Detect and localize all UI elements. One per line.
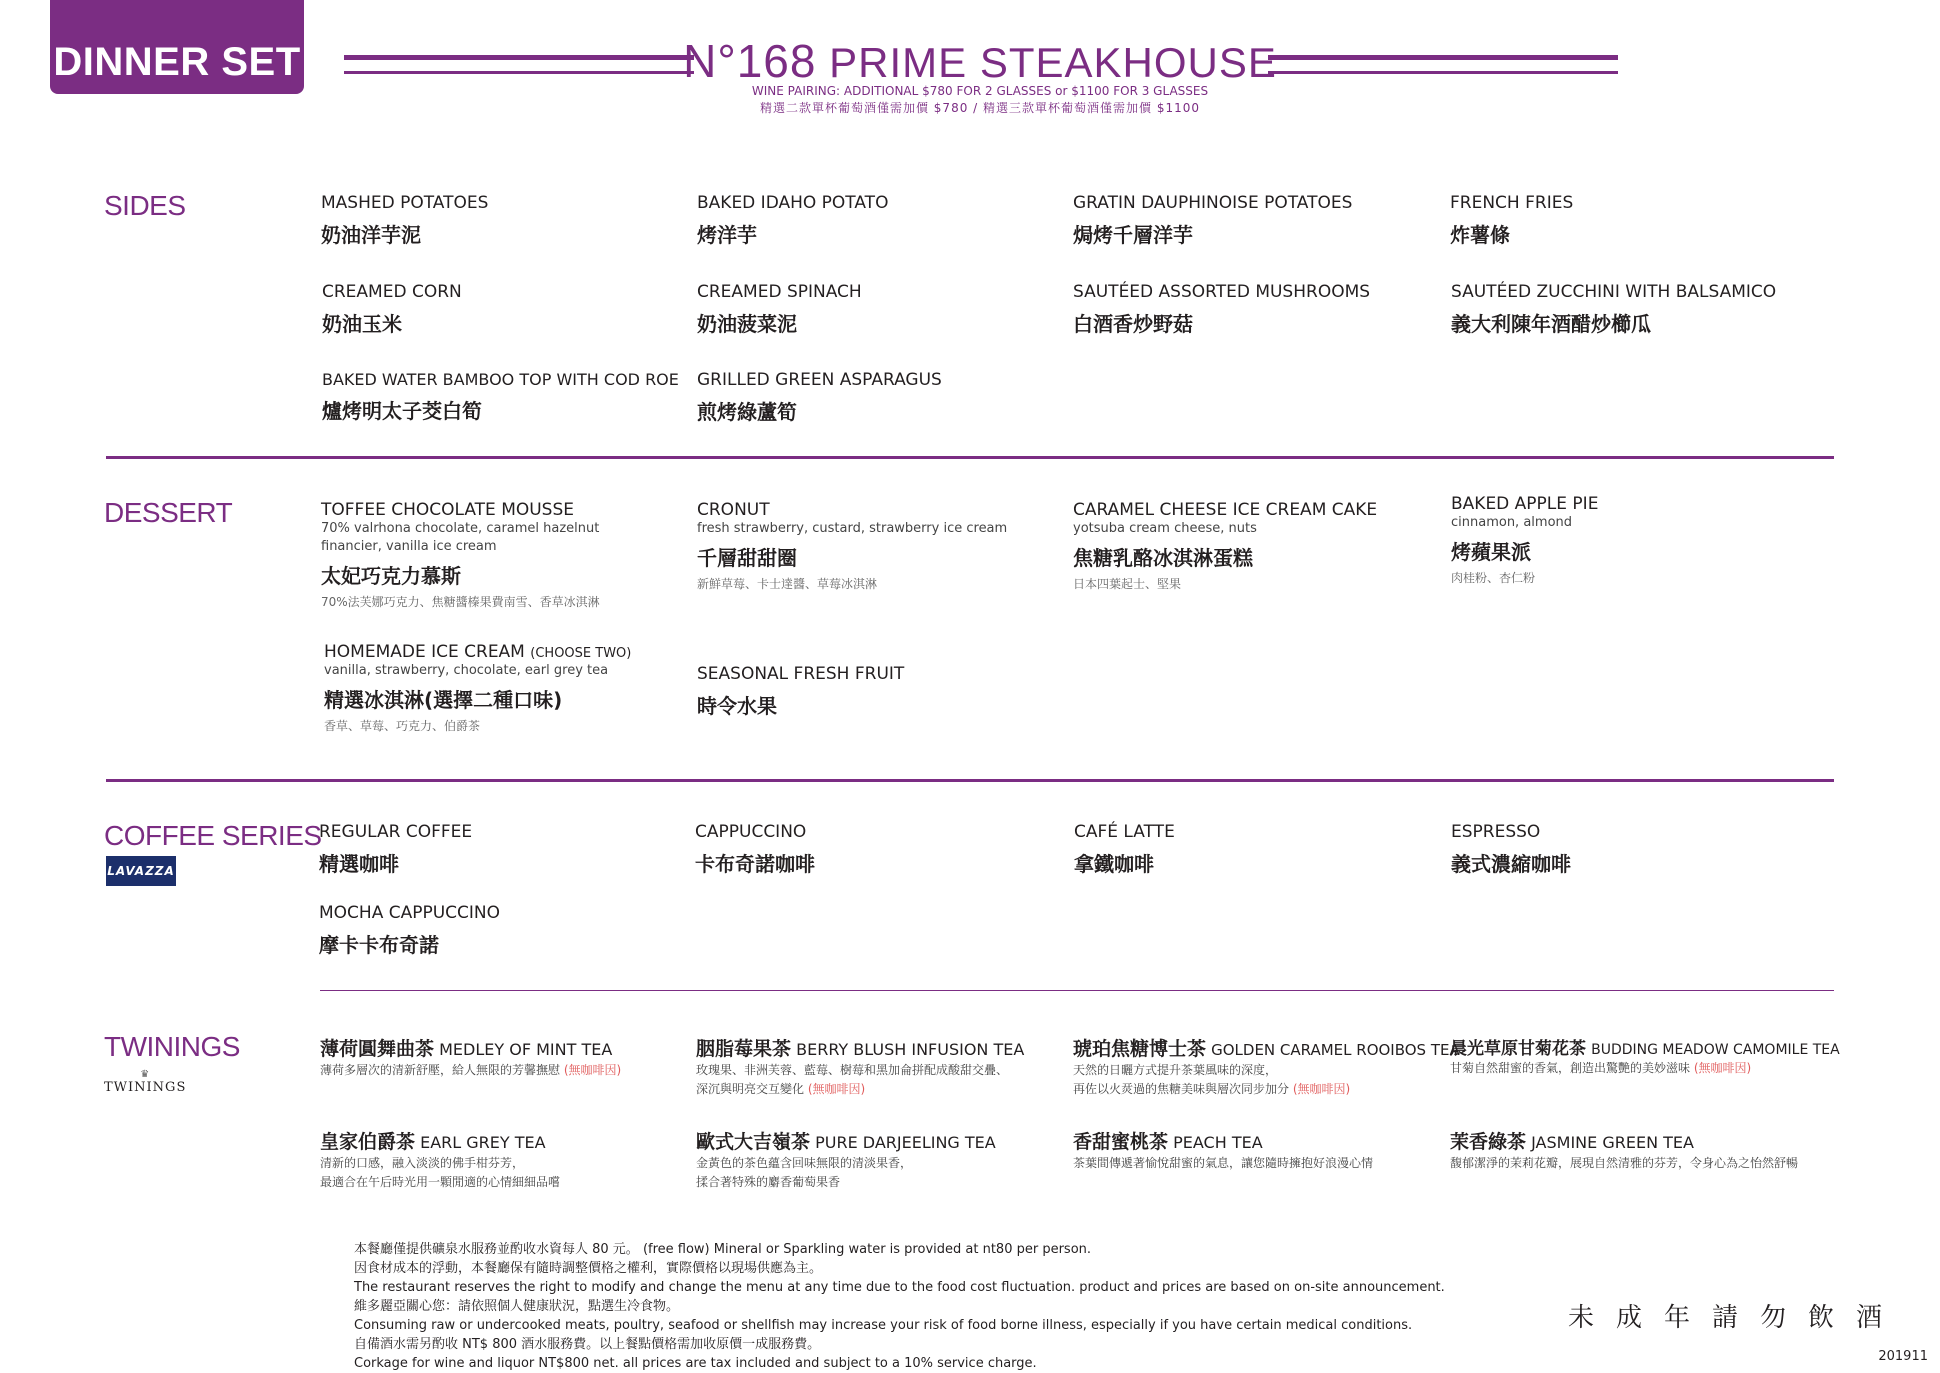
menu-item [697, 370, 942, 425]
item-description: vanilla, strawberry, chocolate, earl grey tea [324, 663, 609, 678]
tea-name-zh: 胭脂莓果茶 [696, 1038, 792, 1060]
menu-item [697, 500, 1007, 592]
item-name-zh: 烤蘋果派 [1451, 540, 1531, 564]
tea-description: 玫瑰果、非洲芙蓉、藍莓、樹莓和黑加侖拼配成酸甜交疊、 [696, 1063, 1009, 1077]
tea-description: 茶葉間傳遞著愉悅甜蜜的氣息，讓您隨時擁抱好浪漫心情 [1073, 1156, 1374, 1170]
item-name-en: BAKED APPLE PIE [1451, 494, 1599, 514]
underage-drinking-warning: 未成年請勿飲酒 [1567, 1303, 1904, 1333]
decaf-label: (無咖啡因) [1292, 1082, 1351, 1096]
menu-item [697, 193, 888, 248]
item-name-en: BAKED WATER BAMBOO TOP WITH COD ROE [322, 370, 679, 389]
menu-item [1451, 282, 1776, 337]
footer-note: The restaurant reserves the right to modify and change the menu at any time due to the food cost fluctuation. product and prices are based on on-site announcement. [354, 1280, 1445, 1295]
menu-version-code: 201911 [1878, 1349, 1928, 1364]
item-name-zh: 焗烤千層洋芋 [1073, 223, 1193, 247]
tea-item [320, 1034, 621, 1080]
menu-item [697, 664, 904, 719]
item-name-en: HOMEMADE ICE CREAM [324, 642, 525, 662]
wine-pairing-zh: 精選二款單杯葡萄酒僅需加價 $780 / 精選三款單杯葡萄酒僅需加價 $1100 [759, 101, 1201, 115]
crown-icon: ♛ [140, 1069, 151, 1080]
tea-name-zh: 薄荷圓舞曲茶 [320, 1038, 435, 1060]
item-name-en: REGULAR COFFEE [319, 822, 473, 842]
tea-name-zh: 晨光草原甘菊花茶 [1450, 1039, 1586, 1059]
menu-item [1074, 822, 1175, 877]
restaurant-title [520, 34, 1440, 88]
item-name-en: BAKED IDAHO POTATO [697, 193, 889, 213]
item-name-en: SEASONAL FRESH FRUIT [697, 664, 905, 684]
tea-item [696, 1034, 1024, 1099]
item-name-en: CAFÉ LATTE [1074, 822, 1175, 842]
tea-name-zh: 琥珀焦糖博士茶 [1073, 1038, 1207, 1060]
item-name-zh: 焦糖乳酪冰淇淋蛋糕 [1073, 546, 1253, 570]
item-description-zh: 日本四葉起士、堅果 [1073, 577, 1182, 591]
tea-description: 清新的口感，融入淡淡的佛手柑芬芳， [320, 1156, 525, 1170]
item-description-zh: 70%法芙娜巧克力、焦糖醬榛果費南雪、香草冰淇淋 [321, 595, 600, 609]
section-divider-thin [320, 990, 1834, 991]
menu-item [1450, 193, 1573, 248]
footer-note: Consuming raw or undercooked meats, poultry, seafood or shellfish may increase your risk of food borne illness, especially if you have certain medical conditions. [354, 1318, 1413, 1333]
item-name-zh: 義大利陳年酒醋炒櫛瓜 [1451, 312, 1651, 336]
tea-name-en: BERRY BLUSH INFUSION TEA [796, 1040, 1025, 1059]
restaurant-number: N°168 [683, 35, 817, 87]
menu-item [321, 193, 488, 248]
footer-note: 因食材成本的浮動，本餐廳保有隨時調整價格之權利，實際價格以現場供應為主。 [354, 1261, 823, 1276]
menu-item [1073, 500, 1377, 592]
tea-name-en: GOLDEN CARAMEL ROOIBOS TEA [1211, 1041, 1460, 1059]
menu-item [324, 642, 631, 734]
tea-name-zh: 皇家伯爵茶 [320, 1131, 416, 1153]
item-name-zh: 時令水果 [697, 694, 777, 718]
tea-description: 揉合著特殊的麝香葡萄果香 [696, 1175, 841, 1189]
tea-name-zh: 香甜蜜桃茶 [1073, 1131, 1169, 1153]
tea-name-en: EARL GREY TEA [420, 1133, 546, 1152]
tea-name-zh: 歐式大吉嶺茶 [696, 1131, 811, 1153]
tea-description: 甘菊自然甜蜜的香氣，創造出驚艷的美妙滋味 [1450, 1061, 1691, 1075]
menu-item [1073, 193, 1352, 248]
item-description: fresh strawberry, custard, strawberry ice cream [697, 521, 1008, 536]
item-name-zh: 爐烤明太子茭白筍 [322, 399, 482, 423]
item-name-zh: 卡布奇諾咖啡 [695, 852, 815, 876]
item-name-en: TOFFEE CHOCOLATE MOUSSE [321, 500, 575, 520]
item-name-en: CREAMED SPINACH [697, 282, 862, 302]
footer-note: 維多麗亞關心您：請依照個人健康狀況，點選生冷食物。 [354, 1299, 680, 1314]
tea-description: 馥郁潔淨的茉莉花瓣，展現自然清雅的芬芳，令身心為之怡然舒暢 [1450, 1156, 1799, 1170]
item-name-en: CRONUT [697, 500, 770, 520]
item-description-zh: 新鮮草莓、卡士達醬、草莓冰淇淋 [697, 577, 878, 591]
section-title-sides: SIDES [104, 190, 186, 221]
item-name-en: ESPRESSO [1451, 822, 1541, 842]
item-name-en: SAUTÉED ASSORTED MUSHROOMS [1073, 282, 1371, 302]
menu-item [319, 822, 472, 877]
menu-item [1451, 494, 1598, 586]
item-name-en: GRATIN DAUPHINOISE POTATOES [1073, 193, 1353, 213]
section-title-twinings: TWININGS [104, 1031, 240, 1062]
item-description: cinnamon, almond [1451, 515, 1573, 530]
item-note: (CHOOSE TWO) [530, 646, 632, 661]
menu-item [322, 370, 679, 424]
tea-item [696, 1127, 996, 1192]
menu-item [695, 822, 815, 877]
tea-name-zh: 茉香綠茶 [1450, 1131, 1527, 1153]
tea-name-en: PURE DARJEELING TEA [815, 1133, 996, 1152]
item-name-zh: 白酒香炒野菇 [1073, 312, 1193, 336]
item-name-en: CREAMED CORN [322, 282, 462, 302]
item-name-zh: 奶油玉米 [322, 312, 402, 336]
section-divider [106, 779, 1834, 782]
item-name-zh: 精選咖啡 [319, 852, 399, 876]
menu-item [321, 500, 600, 610]
tea-description: 天然的日曬方式提升茶葉風味的深度， [1073, 1063, 1278, 1077]
tea-description: 再佐以火烎過的焦糖美味與層次同步加分 [1073, 1082, 1290, 1096]
section-title-coffee: COFFEE SERIES [104, 820, 322, 851]
item-name-en: MASHED POTATOES [321, 193, 489, 213]
tea-item [1450, 1127, 1798, 1173]
decaf-label: (無咖啡因) [563, 1063, 622, 1077]
item-description: 70% valrhona chocolate, caramel hazelnut [321, 521, 600, 536]
item-name-en: GRILLED GREEN ASPARAGUS [697, 370, 942, 390]
item-name-en: CAPPUCCINO [695, 822, 807, 842]
item-name-zh: 煎烤綠蘆筍 [697, 400, 797, 424]
item-name-zh: 炸薯條 [1450, 223, 1510, 247]
item-name-zh: 烤洋芋 [697, 223, 757, 247]
twinings-logo [104, 1070, 186, 1095]
menu-item [1073, 282, 1370, 337]
tea-name-en: MEDLEY OF MINT TEA [439, 1040, 613, 1059]
restaurant-name: PRIME STEAKHOUSE [829, 39, 1277, 86]
item-name-zh: 奶油菠菜泥 [697, 312, 797, 336]
item-name-en: MOCHA CAPPUCCINO [319, 903, 501, 923]
tea-description: 薄荷多層次的清新舒壓，給人無限的芳馨撫慰 [320, 1063, 561, 1077]
item-name-zh: 義式濃縮咖啡 [1451, 852, 1571, 876]
tea-item [320, 1127, 560, 1192]
footer-note: 本餐廳僅提供礦泉水服務並酌收水資每人 80 元。 (free flow) Mineral or Sparkling water is provided at nt80 per person. [354, 1242, 1092, 1257]
menu-item [697, 282, 862, 337]
tea-description: 最適合在午后時光用一顆閒適的心情細細品嚐 [320, 1175, 561, 1189]
decaf-label: (無咖啡因) [1693, 1061, 1752, 1075]
item-description: yotsuba cream cheese, nuts [1073, 521, 1257, 536]
item-name-zh: 太妃巧克力慕斯 [321, 564, 461, 588]
tea-name-en: PEACH TEA [1173, 1133, 1263, 1152]
footer-note: Corkage for wine and liquor NT$800 net. all prices are tax included and subject to a 10% service charge. [354, 1356, 1037, 1371]
decaf-label: (無咖啡因) [807, 1082, 866, 1096]
footer-notes [354, 1240, 1445, 1373]
item-name-zh: 奶油洋芋泥 [321, 223, 421, 247]
lavazza-logo: LAVAZZA [106, 856, 176, 886]
wine-pairing-en: WINE PAIRING: ADDITIONAL $780 FOR 2 GLASSES or $1100 FOR 3 GLASSES [751, 84, 1209, 98]
twinings-logo-text: TWININGS [104, 1080, 187, 1095]
footer-note: 自備酒水需另酌收 NT$ 800 酒水服務費。以上餐點價格需加收原價一成服務費。 [354, 1337, 821, 1352]
tea-item [1450, 1034, 1840, 1078]
menu-item [322, 282, 462, 337]
tea-description: 金黃色的茶色蘊含回味無限的清淡果香， [696, 1156, 913, 1170]
tea-item [1073, 1127, 1373, 1173]
item-name-zh: 拿鐵咖啡 [1074, 852, 1154, 876]
item-name-zh: 摩卡卡布奇諾 [319, 933, 439, 957]
item-name-en: CARAMEL CHEESE ICE CREAM CAKE [1073, 500, 1378, 520]
item-description-zh: 香草、草莓、巧克力、伯爵茶 [324, 719, 481, 733]
tea-description: 深沉與明亮交互變化 [696, 1082, 805, 1096]
dinner-set-badge: DINNER SET [50, 0, 304, 94]
item-name-en: FRENCH FRIES [1450, 193, 1574, 213]
item-description-zh: 肉桂粉、杏仁粉 [1451, 571, 1536, 585]
menu-item [1451, 822, 1571, 877]
tea-name-en: BUDDING MEADOW CAMOMILE TEA [1591, 1042, 1840, 1058]
tea-name-en: JASMINE GREEN TEA [1531, 1133, 1694, 1152]
tea-item [1073, 1034, 1460, 1099]
item-name-zh: 精選冰淇淋(選擇二種口味) [324, 688, 563, 712]
item-description: financier, vanilla ice cream [321, 539, 497, 554]
item-name-en: SAUTÉED ZUCCHINI WITH BALSAMICO [1451, 282, 1777, 302]
item-name-zh: 千層甜甜圈 [697, 546, 797, 570]
menu-item [319, 903, 500, 958]
section-divider [106, 456, 1834, 459]
section-title-dessert: DESSERT [104, 497, 233, 528]
